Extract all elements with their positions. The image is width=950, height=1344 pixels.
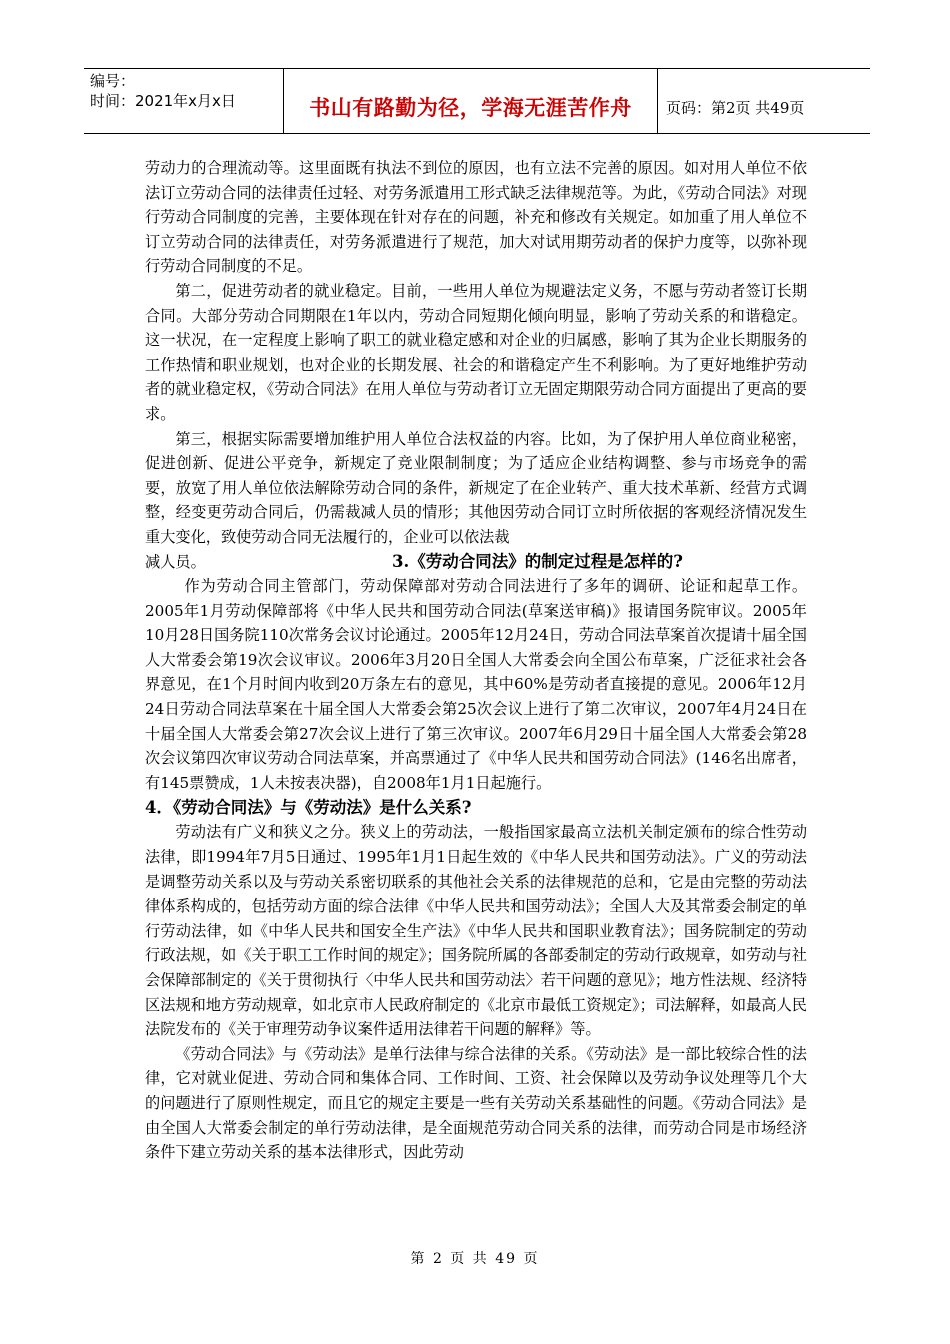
paragraph-2: 第二，促进劳动者的就业稳定。目前，一些用人单位为规避法定义务，不愿与劳动者签订长期合同。大部分劳动合同期限在1年以内，劳动合同短期化倾向明显，影响了劳动关系的和谐稳定。这一状况，在一定程度上影响了职工的就业稳定感和对企业的归属感，影响了其为企业长期服务的工作热情和职业规划，也对企业的长期发展、社会的和谐稳定产生不利影响。为了更好地维护劳动者的就业稳定权，《劳动合同法》在用人单位与劳动者订立无固定期限劳动合同方面提出了更高的要求。 [145,281,807,423]
page-footer: 第 2 页 共 49 页 [410,1251,540,1267]
document-time-label: 时间：2021年x月x日 [90,92,236,110]
header-page-info-cell [658,75,870,139]
page-header [84,68,870,134]
document-number-label: 编号： [90,72,136,90]
paragraph-3: 第三，根据实际需要增加维护用人单位合法权益的内容。比如，为了保护用人单位商业秘密，促进创新、促进公平竞争，新规定了竞业限制制度；为了适应企业结构调整、参与市场竞争的需要，放宽了用人单位依法解除劳动合同的条件，新规定了在企业转产、重大技术革新、经营方式调整，经变更劳动合同后，仍需裁减人员的情形；其他因劳动合同订立时所依据的客观经济情况发生重大变化，致使劳动合同无法履行的，企业可以依法裁 [145,429,807,546]
header-slogan: 书山有路勤为径，学海无涯苦作舟 [309,96,632,120]
paragraph-1: 劳动力的合理流动等。这里面既有执法不到位的原因，也有立法不完善的原因。如对用人单位不依法订立劳动合同的法律责任过轻、对劳务派遣用工形式缺乏法律规范等。为此，《劳动合同法》对现行劳动合同制度的完善，主要体现在针对存在的问题，补充和修改有关规定。如加重了用人单位不订立劳动合同的法律责任，对劳务派遣进行了规范，加大对试用期劳动者的保护力度等，以弥补现行劳动合同制度的不足。 [145,159,807,276]
header-page-info: 页码：第2页 共49页 [666,98,805,117]
header-meta [84,69,284,133]
document-body [145,156,807,1165]
header-slogan-cell [284,69,658,133]
paragraph-3-end-line [145,550,807,575]
paragraph-5: 劳动法有广义和狭义之分。狭义上的劳动法，一般指国家最高立法机关制定颁布的综合性劳动法律，即1994年7月5日通过、1995年1月1日起生效的《中华人民共和国劳动法》。广义的劳动法是调整劳动关系以及与劳动关系密切联系的其他社会关系的法律规范的总和，它是由完整的劳动法律体系构成的，包括劳动方面的综合法律《中华人民共和国劳动法》；全国人大及其常委会制定的单行劳动法律，如《中华人民共和国安全生产法》《中华人民共和国职业教育法》；国务院制定的劳动行政法规，如《关于职工工作时间的规定》；国务院所属的各部委制定的劳动行政规章，如劳动与社会保障部制定的《关于贯彻执行〈中华人民共和国劳动法〉若干问题的意见》；地方性法规、经济特区法规和地方劳动规章，如北京市人民政府制定的《北京市最低工资规定》；司法解释，如最高人民法院发布的《关于审理劳动争议案件适用法律若干问题的解释》等。 [145,823,807,1039]
paragraph-6: 《劳动合同法》与《劳动法》是单行法律与综合法律的关系。《劳动法》是一部比较综合性的法律，它对就业促进、劳动合同和集体合同、工作时间、工资、社会保障以及劳动争议处理等几个大的问题进行了原则性规定，而且它的规定主要是一些有关劳动关系基础性的问题。《劳动合同法》是由全国人大常委会制定的单行劳动法律，是全面规范劳动合同关系的法律，而劳动合同是市场经济条件下建立劳动关系的基本法律形式，因此劳动 [145,1044,807,1162]
paragraph-4: 作为劳动合同主管部门，劳动保障部对劳动合同法进行了多年的调研、论证和起草工作。2005年1月劳动保障部将《中华人民共和国劳动合同法(草案送审稿)》报请国务院审议。2005年10月28日国务院110次常务会议讨论通过。2005年12月24日，劳动合同法草案首次提请十届全国人大常委会第19次会议审议。2006年3月20日全国人大常委会向全国公布草案，广泛征求社会各界意见，在1个月时间内收到20万条左右的意见，其中60%是劳动者直接提的意见。2006年12月24日劳动合同法草案在十届全国人大常委会第25次会议上进行了第二次审议，2007年4月24日在十届全国人大常委会第27次会议上进行了第三次审议。2007年6月29日十届全国人大常委会第28次会议第四次审议劳动合同法草案，并高票通过了《中华人民共和国劳动合同法》(146名出席者，有145票赞成，1人未按表决器)，自2008年1月1日起施行。 [145,577,807,792]
paragraph-3-end: 减人员。 [145,552,206,571]
section-heading-4: 4．《劳动合同法》与《劳动法》是什么关系? [145,798,472,818]
section-heading-3: 3.《劳动合同法》的制定过程是怎样的? [392,551,683,571]
